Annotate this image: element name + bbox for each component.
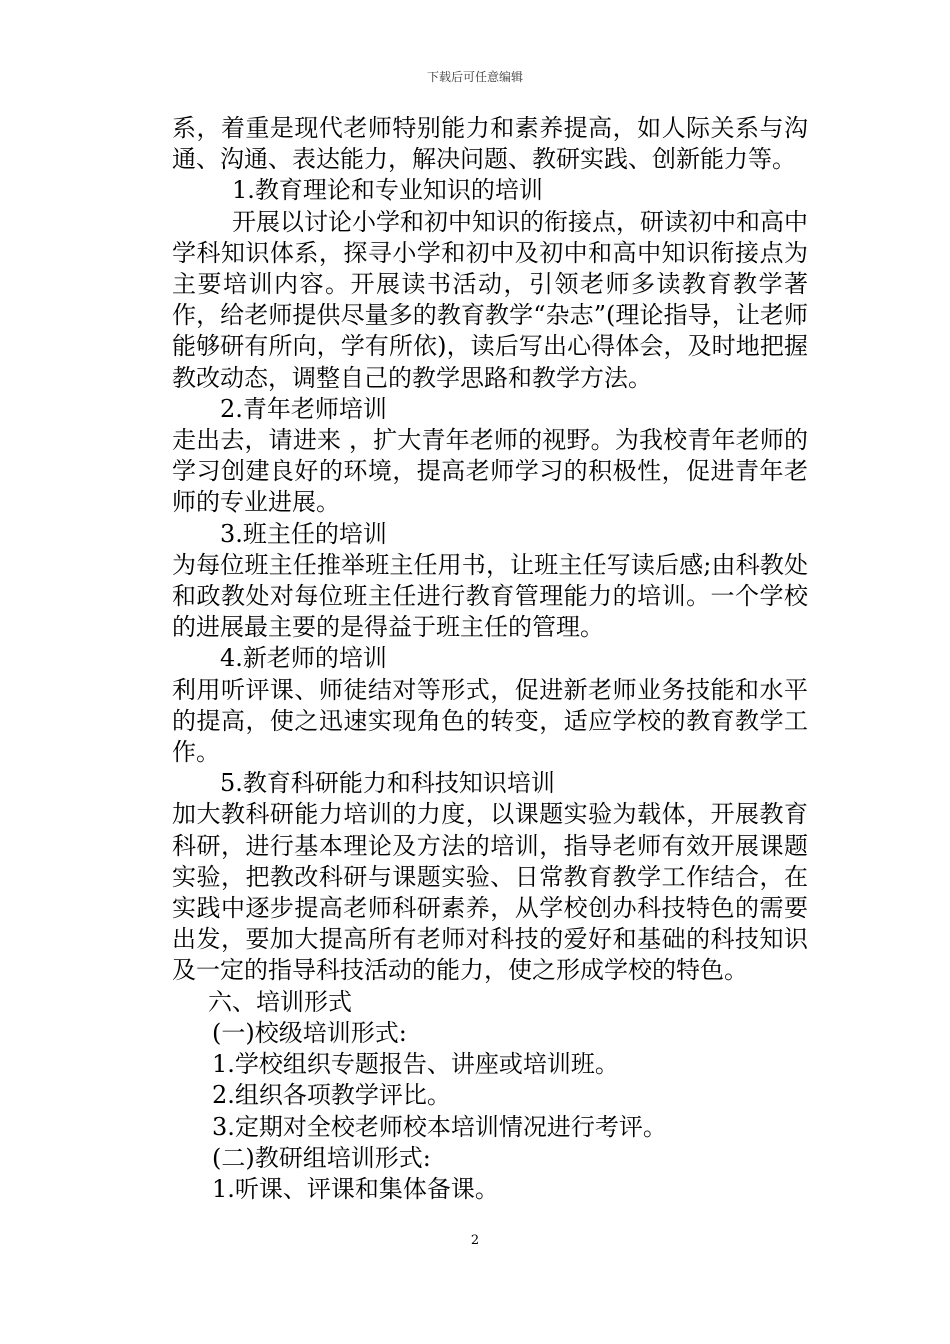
- paragraph: 为每位班主任推举班主任用书，让班主任写读后感;由科教处和政教处对每位班主任进行教育管理能力的培训。一个学校的进展最主要的是得益于班主任的管理。: [172, 550, 808, 642]
- paragraph-continuation: 系，着重是现代老师特别能力和素养提高，如人际关系与沟通、沟通、表达能力，解决问题、教研实践、创新能力等。: [172, 114, 808, 174]
- page-number: 2: [470, 1233, 480, 1248]
- paragraph: 开展以讨论小学和初中知识的衔接点，研读初中和高中学科知识体系，探寻小学和初中及初中和高中知识衔接点为主要培训内容。开展读书活动，引领老师多读教育教学著作，给老师提供尽量多的教育教学“杂志”(理论指导，让老师能够研有所向，学有所依)，读后写出心得体会，及时地把握教改动态，调整自己的教学思路和教学方法。: [172, 207, 808, 392]
- section-heading-six: 六、培训形式: [208, 987, 352, 1016]
- paragraph: 走出去，请进来 ，扩大青年老师的视野。为我校青年老师的学习创建良好的环境，提高老师学习的积极性，促进青年老师的专业进展。: [172, 426, 808, 517]
- document-body: [172, 113, 808, 1205]
- subsection-heading: (二)教研组培训形式:: [212, 1143, 431, 1172]
- page-header: 下载后可任意编辑: [426, 70, 523, 84]
- paragraph: 加大教科研能力培训的力度，以课题实验为载体，开展教育科研，进行基本理论及方法的培训，指导老师有效开展课题实验，把教改科研与课题实验、日常教育教学工作结合，在实践中逐步提高老师科研素养，从学校创办科技特色的需要出发，要加大提高所有老师对科技的爱好和基础的科技知识及一定的指导科技活动的能力，使之形成学校的特色。: [172, 800, 808, 985]
- section-heading-5: 5.教育科研能力和科技知识培训: [220, 769, 555, 798]
- subsection-heading: (一)校级培训形式:: [212, 1018, 407, 1047]
- section-heading-3: 3.班主任的培训: [220, 519, 387, 548]
- paragraph: 利用听评课、师徒结对等形式，促进新老师业务技能和水平的提高，使之迅速实现角色的转变，适应学校的教育教学工作。: [172, 675, 808, 767]
- list-item: 3.定期对全校老师校本培训情况进行考评。: [212, 1112, 667, 1141]
- list-item: 2.组织各项教学评比。: [212, 1081, 451, 1110]
- section-heading-4: 4.新老师的培训: [220, 644, 387, 673]
- list-item: 1.学校组织专题报告、讲座或培训班。: [212, 1050, 619, 1079]
- list-item: 1.听课、评课和集体备课。: [212, 1174, 499, 1203]
- section-heading-2: 2.青年老师培训: [220, 394, 387, 423]
- section-heading-1: 1.教育理论和专业知识的培训: [232, 176, 543, 205]
